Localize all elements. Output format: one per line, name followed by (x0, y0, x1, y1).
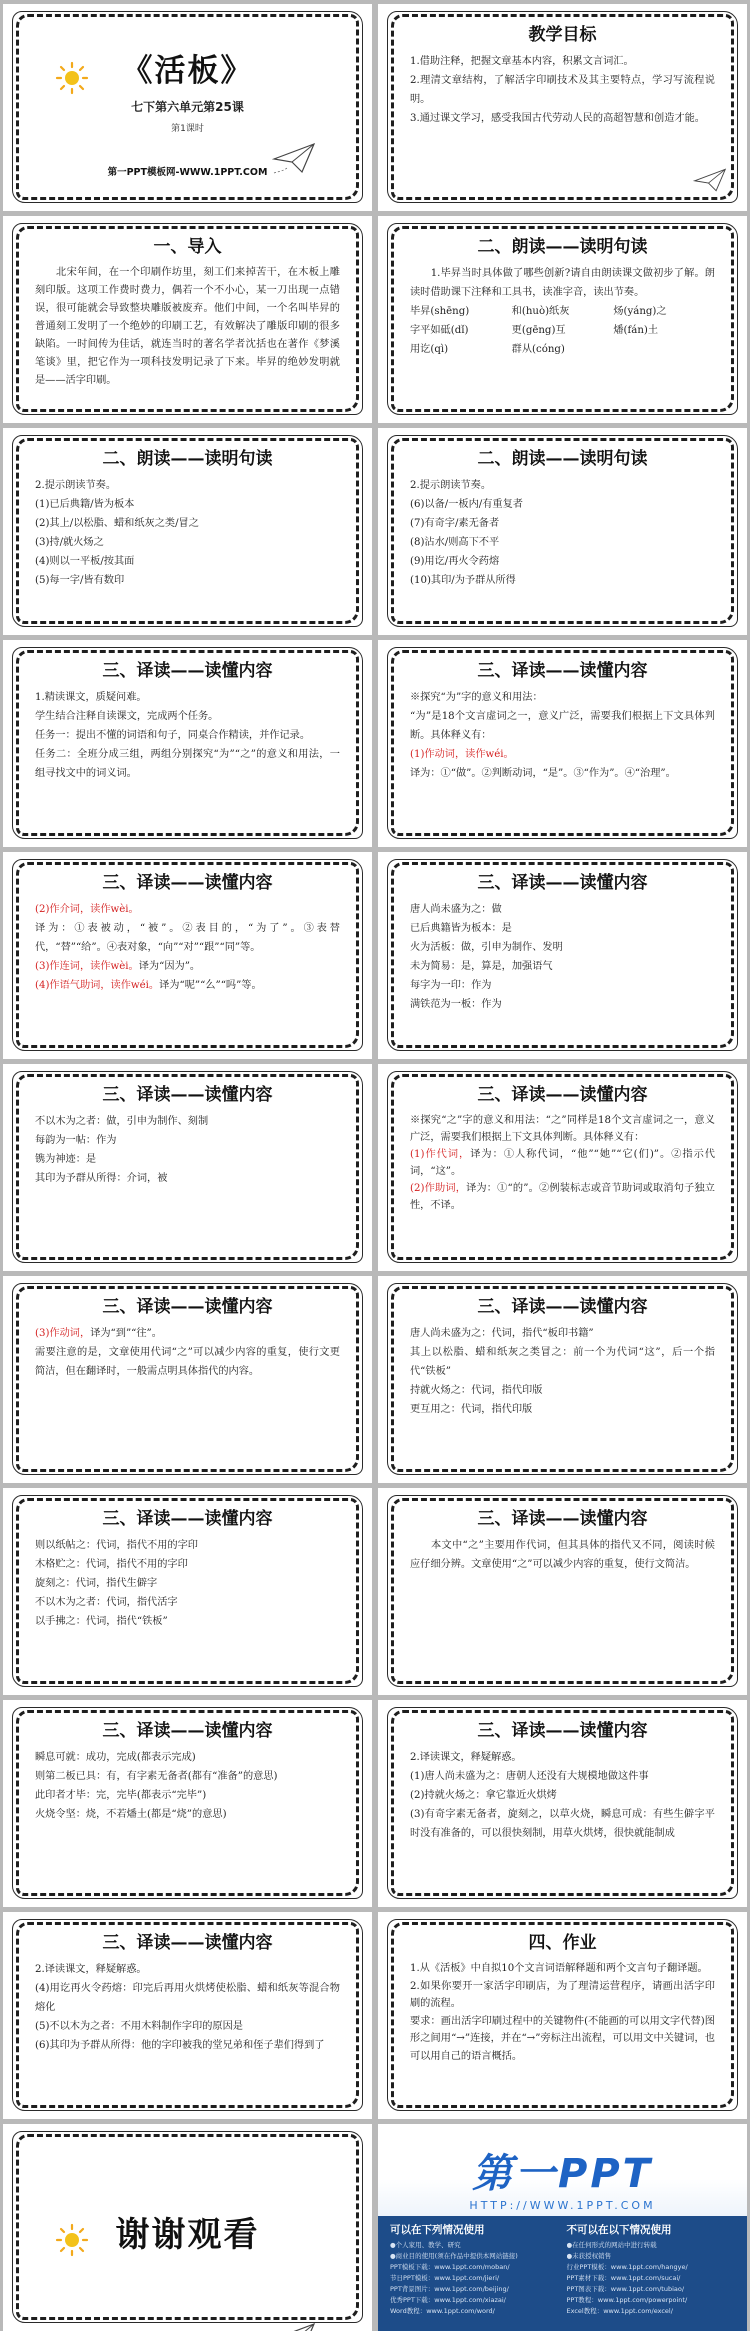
slide-title: 三、译读——读懂内容 (477, 873, 648, 893)
list-item: (3)有奇字素无备者，旋刻之，以草火烧，瞬息可成：有些生僻字平时没有准备的，可以很快刻制，用草火烘烤，很快就能制成 (410, 1809, 715, 1839)
promo-cannot-title: 不可以在以下情况使用 (566, 2224, 672, 2236)
usage-text: 译为：①“做”。②判断动词，“是”。③“作为”。④“治理”。 (410, 768, 676, 779)
pinyin-word: 字平如砥(dǐ) (410, 325, 469, 336)
promo-link[interactable]: 行业PPT模板：www.1ppt.com/hangye/ (566, 2263, 688, 2271)
slide-read-2[interactable] (3, 428, 372, 635)
slide-title: 一、导入 (153, 237, 222, 257)
homework-item: 2.如果你要开一家活字印刷店，为了理清运营程序，请画出活字印刷的流程。 (410, 1980, 715, 2009)
slide-trans-10[interactable] (378, 1488, 747, 1695)
slide-promo[interactable] (378, 2124, 747, 2331)
slide-homework[interactable] (378, 1912, 747, 2119)
slide-title: 三、译读——读懂内容 (102, 1933, 273, 1953)
homework-item: 1.从《活板》中自拟10个文言词语解释题和两个文言句子翻译题。 (410, 1963, 708, 1974)
paper-plane-icon (693, 167, 727, 193)
list-item: 1.精读课文，质疑问难。 (35, 692, 147, 703)
example-item: 瞬息可就：成功，完成(都表示完成) (35, 1752, 196, 1763)
promo-link[interactable]: Excel教程：www.1ppt.com/excel/ (566, 2307, 673, 2315)
example-item: 每字为一印：作为 (410, 980, 492, 991)
example-item: 不以木为之者：做，引申为制作、刻制 (35, 1116, 209, 1127)
cover-lesson: 第1课时 (171, 124, 204, 134)
usage-text: 译为：①表被动，“被”。②表目的，“为了”。③表替代，“替”“给”。④表对象，“向”“对”“跟”“同”等。 (35, 923, 340, 953)
list-item: (4)用讫再火令药熔：印完后再用火烘烤使松脂、蜡和纸灰等混合物熔化 (35, 1983, 340, 2013)
paper-plane-icon (272, 2321, 316, 2331)
slide-title: 三、译读——读懂内容 (477, 1721, 648, 1741)
list-item: 学生结合注释自读课文，完成两个任务。 (35, 711, 219, 722)
slide-frame (391, 1074, 734, 1260)
slide-frame (391, 862, 734, 1048)
slide-frame (16, 438, 359, 624)
example-item: 不以木为之者：代词，指代活字 (35, 1597, 178, 1608)
cover-subtitle: 七下第六单元第25课 (131, 100, 244, 114)
paper-plane-icon (272, 141, 316, 175)
goal-item: 1.借助注释，把握文章基本内容，积累文言词汇。 (410, 56, 634, 67)
promo-logo[interactable]: 第一PPT (472, 2151, 653, 2197)
slide-title: 二、朗读——读明句读 (102, 449, 273, 469)
promo-link[interactable]: PPT素材下载：www.1ppt.com/sucai/ (566, 2274, 681, 2282)
thanks-text: 谢谢观看 (115, 2215, 260, 2255)
list-item: (8)沾水/则高下不平 (410, 537, 500, 548)
usage-heading: (1)作动词，读作wéi。 (410, 749, 514, 760)
slide-title: 三、译读——读懂内容 (102, 1721, 273, 1741)
list-item: (7)有奇字/素无备者 (410, 518, 500, 529)
list-item: (1)唐人尚未盛为之：唐朝人还没有大规模地做这件事 (410, 1771, 649, 1782)
list-item: 2.提示朗读节奏。 (35, 480, 117, 491)
list-item: (4)则以一平板/按其面 (35, 556, 135, 567)
list-item: 任务二：全班分成三组，两组分别探究“为”“之”的意义和用法，一组寻找文中的词义词。 (35, 749, 340, 779)
slide-trans-4[interactable] (378, 852, 747, 1059)
example-item: 未为简易：是，算是，加强语气 (410, 961, 553, 972)
example-item: 已后典籍皆为板本：是 (410, 923, 512, 934)
usage-text: 译为“呢”“么”“吗”等。 (159, 980, 262, 991)
cover-site: 第一PPT模板网-WWW.1PPT.COM (107, 167, 268, 178)
list-item: 2.译读课文，释疑解惑。 (35, 1964, 147, 1975)
example-item: 其印为予群从所得：介词，被 (35, 1173, 168, 1184)
slide-frame (391, 1286, 734, 1472)
example-item: 更互用之：代词，指代印版 (410, 1404, 533, 1415)
slide-thanks[interactable] (3, 2124, 372, 2331)
goal-item: 2.理清文章结构，了解活字印刷技术及其主要特点，学习写流程说明。 (410, 75, 715, 105)
usage-heading: (4)作语气助词，读作wéi。 (35, 980, 160, 991)
list-item: (6)以备/一板内/有重复者 (410, 499, 523, 510)
usage-text: 译为“因为”。 (138, 961, 201, 972)
usage-heading: (2)作助词， (410, 1183, 467, 1194)
slide-title: 二、朗读——读明句读 (477, 237, 648, 257)
slide-trans-6[interactable] (378, 1064, 747, 1271)
explore-intro: ※探究“之”字的意义和用法：“之”同样是18个文言虚词之一，意义广泛，需要我们根据上下文具体判断。具体释义有： (410, 1115, 715, 1143)
example-item: 此印者才毕：完，完毕(都表示“完毕”) (35, 1790, 207, 1801)
list-item: 2.译读课文，释疑解惑。 (410, 1752, 522, 1763)
usage-heading: (2)作介词，读作wèi。 (35, 904, 139, 915)
example-item: 则第二板已具：有，有字素无备者(都有“准备”的意思) (35, 1771, 278, 1782)
example-item: 每韵为一帖：作为 (35, 1135, 117, 1146)
example-item: 唐人尚未盛为之：做 (410, 904, 502, 915)
slide-trans-2[interactable] (378, 640, 747, 847)
slide-intro[interactable] (3, 216, 372, 423)
example-item: 火烧令坚：烧，不若燔土(都是“烧”的意思) (35, 1809, 227, 1820)
slide-trans-13[interactable] (3, 1912, 372, 2119)
slide-frame (16, 226, 359, 412)
slide-trans-7[interactable] (3, 1276, 372, 1483)
slide-read-3[interactable] (378, 428, 747, 635)
list-item: (5)每一字/皆有数印 (35, 575, 125, 586)
list-item: (2)持就火炀之：拿它靠近火烘烤 (410, 1790, 557, 1801)
slide-frame (16, 862, 359, 1048)
usage-text: 译为：①人称代词，“他”“她”“它(们)”。②指示代词，“这”。 (410, 1149, 715, 1177)
pinyin-word: 毕昇(shēng) (410, 306, 470, 317)
list-item: (6)其印为予群从所得：他的字印被我的堂兄弟和侄子辈们得到了 (35, 2040, 325, 2051)
list-item: (9)用讫/再火令药熔 (410, 556, 500, 567)
slide-cover[interactable] (3, 4, 372, 211)
promo-url[interactable]: HTTP://WWW.1PPT.COM (469, 2199, 656, 2212)
promo-link[interactable]: PPT背景图片：www.1ppt.com/beijing/ (390, 2285, 509, 2293)
slide-frame (391, 14, 734, 200)
slide-title: 三、译读——读懂内容 (102, 661, 273, 681)
slide-frame (391, 1922, 734, 2108)
slide-frame (16, 2134, 359, 2320)
slide-title: 三、译读——读懂内容 (477, 661, 648, 681)
slide-frame (16, 650, 359, 836)
slide-title: 三、译读——读懂内容 (477, 1085, 648, 1105)
slide-frame (391, 1498, 734, 1684)
list-item: (3)持/就火炀之 (35, 537, 104, 548)
pinyin-word: 群从(cóng) (511, 344, 565, 355)
slide-title: 三、译读——读懂内容 (102, 1297, 273, 1317)
slide-frame (16, 1074, 359, 1260)
slide-trans-3[interactable] (3, 852, 372, 1059)
sun-icon (55, 61, 89, 95)
promo-link[interactable]: PPT图表下载：www.1ppt.com/tubiao/ (566, 2285, 685, 2293)
slide-title: 二、朗读——读明句读 (477, 449, 648, 469)
example-item: 满铁范为一板：作为 (410, 999, 502, 1010)
sun-icon (55, 2223, 89, 2257)
promo-can-line: ●商业目的使用(须在作品中提供本网站链接) (390, 2252, 518, 2260)
explore-intro: ※探究“为”字的意义和用法： (410, 692, 543, 703)
slide-trans-12[interactable] (378, 1700, 747, 1907)
pinyin-word: 燔(fán)土 (613, 325, 659, 336)
list-item: (1)已后典籍/皆为板本 (35, 499, 135, 510)
example-item: 唐人尚未盛为之：代词，指代“板印书籍” (410, 1328, 594, 1339)
example-item: 则以纸帖之：代词，指代不用的字印 (35, 1540, 198, 1551)
promo-header (378, 2124, 747, 2216)
slide-title: 四、作业 (528, 1933, 597, 1953)
example-item: 旋刻之：代词，指代生僻字 (35, 1578, 158, 1589)
pinyin-word: 用讫(qì) (410, 344, 449, 355)
homework-item: 要求：画出活字印刷过程中的关键物件(不能画的可以用文字代替)图形之间用“→”连接，并在“→”旁标注出流程，可以用文中关键词，也可以用自己的语言概括。 (410, 2015, 715, 2062)
note-text: 需要注意的是，文章使用代词“之”可以减少内容的重复，使行文更简洁，但在翻译时，一般需点明具体指代的内容。 (35, 1347, 340, 1377)
example-item: 镌为神迹：是 (35, 1154, 97, 1165)
usage-heading: (3)作动词， (35, 1328, 91, 1339)
promo-cannot-line: ●在任何形式的网站中进行转载 (566, 2241, 657, 2249)
list-item: (2)其上/以松脂、蜡和纸灰之类/冒之 (35, 518, 199, 529)
usage-heading: (3)作连词，读作wèi。 (35, 961, 139, 972)
list-item: (5)不以木为之者：不用木料制作字印的原因是 (35, 2021, 243, 2032)
slide-frame (16, 1710, 359, 1896)
example-item: 火为活板：做，引申为制作、发明 (410, 942, 563, 953)
promo-link[interactable]: Word教程：www.1ppt.com/word/ (390, 2307, 495, 2315)
promo-cannot-line: ●未获授权销售 (566, 2252, 612, 2260)
example-item: 以手拂之：代词，指代“铁板” (35, 1616, 168, 1627)
promo-can-line: ●个人家用、教学、研究 (390, 2241, 461, 2249)
slide-trans-11[interactable] (3, 1700, 372, 1907)
promo-band (378, 2216, 747, 2331)
list-item: 任务一：提出不懂的词语和句子，同桌合作精读，并作记录。 (35, 730, 311, 741)
usage-text: 译为：①“的”。②例装标志或音节助词或取消句子独立性，不译。 (410, 1183, 715, 1211)
promo-link[interactable]: 节日PPT模板：www.1ppt.com/jieri/ (390, 2274, 500, 2282)
slide-goals[interactable] (378, 4, 747, 211)
slide-frame (391, 650, 734, 836)
slide-frame (391, 1710, 734, 1896)
slide-frame (16, 14, 359, 200)
list-item: (10)其印/为予群从所得 (410, 575, 516, 586)
slide-title: 三、译读——读懂内容 (102, 1509, 273, 1529)
list-item: 2.提示朗读节奏。 (410, 480, 492, 491)
summary-text: 本文中“之”主要用作代词，但其具体的指代又不同，阅读时候应仔细分辨。文章使用“之”可以减少内容的重复，使行文简洁。 (410, 1540, 715, 1570)
slide-trans-5[interactable] (3, 1064, 372, 1271)
slide-frame (391, 226, 734, 412)
promo-link[interactable]: PPT教程：www.1ppt.com/powerpoint/ (566, 2296, 688, 2304)
promo-link[interactable]: 优秀PPT下载：www.1ppt.com/xiazai/ (390, 2296, 506, 2304)
slide-frame (391, 438, 734, 624)
pinyin-word: 更(gēng)互 (511, 325, 566, 336)
slide-trans-9[interactable] (3, 1488, 372, 1695)
promo-link[interactable]: PPT模板下载：www.1ppt.com/moban/ (390, 2263, 510, 2271)
pinyin-table (410, 302, 715, 359)
slide-frame (16, 1498, 359, 1684)
goal-item: 3.通过课文学习，感受我国古代劳动人民的高超智慧和创造才能。 (410, 113, 705, 124)
slide-frame (16, 1922, 359, 2108)
example-item: 木格贮之：代词，指代不用的字印 (35, 1559, 188, 1570)
slide-title: 三、译读——读懂内容 (102, 1085, 273, 1105)
cover-title: 《活板》 (121, 53, 254, 89)
slide-trans-1[interactable] (3, 640, 372, 847)
pinyin-word: 和(huò)纸灰 (511, 306, 570, 317)
slide-read-1[interactable] (378, 216, 747, 423)
slide-title: 教学目标 (528, 25, 597, 45)
example-item: 持就火炀之：代词，指代印版 (410, 1385, 543, 1396)
example-item: 其上以松脂、蜡和纸灰之类冒之：前一个为代词“这”，后一个指代“铁板” (410, 1347, 715, 1377)
slide-trans-8[interactable] (378, 1276, 747, 1483)
intro-text: 北宋年间，在一个印刷作坊里，刻工们来掉苦干，在木板上雕刻印版。这项工作费时费力，偶若一个不小心，某一刀出现一点错误，很可能就会导致整块雕版被废弃。他们中间，一个名叫毕昇的普通刻工发明了一个绝妙的印刷工艺，有效解决了雕版印刷的很多缺陷。一时间传为佳话，就连当时的著名学者沈括也在著作《梦溪笔谈》里，把它作为一项科技发明记录了下来。毕昇的绝妙发明就是——活字印刷。 (35, 267, 340, 386)
explore-body: “为”是18个文言虚词之一，意义广泛，需要我们根据上下文具体判断。具体释义有： (410, 711, 715, 741)
slide-title: 三、译读——读懂内容 (477, 1509, 648, 1529)
promo-can-title: 可以在下列情况使用 (390, 2224, 485, 2236)
slide-title: 三、译读——读懂内容 (102, 873, 273, 893)
slide-frame (16, 1286, 359, 1472)
read-question: 1.毕昇当时具体做了哪些创新?请自由朗读课文做初步了解。朗读时借助课下注释和工具书，读准字音，读出节奏。 (410, 268, 715, 298)
pinyin-word: 炀(yáng)之 (613, 306, 667, 317)
slide-title: 三、译读——读懂内容 (477, 1297, 648, 1317)
usage-heading: (1)作代词， (410, 1149, 471, 1160)
usage-text: 译为“到”“往”。 (90, 1328, 162, 1339)
